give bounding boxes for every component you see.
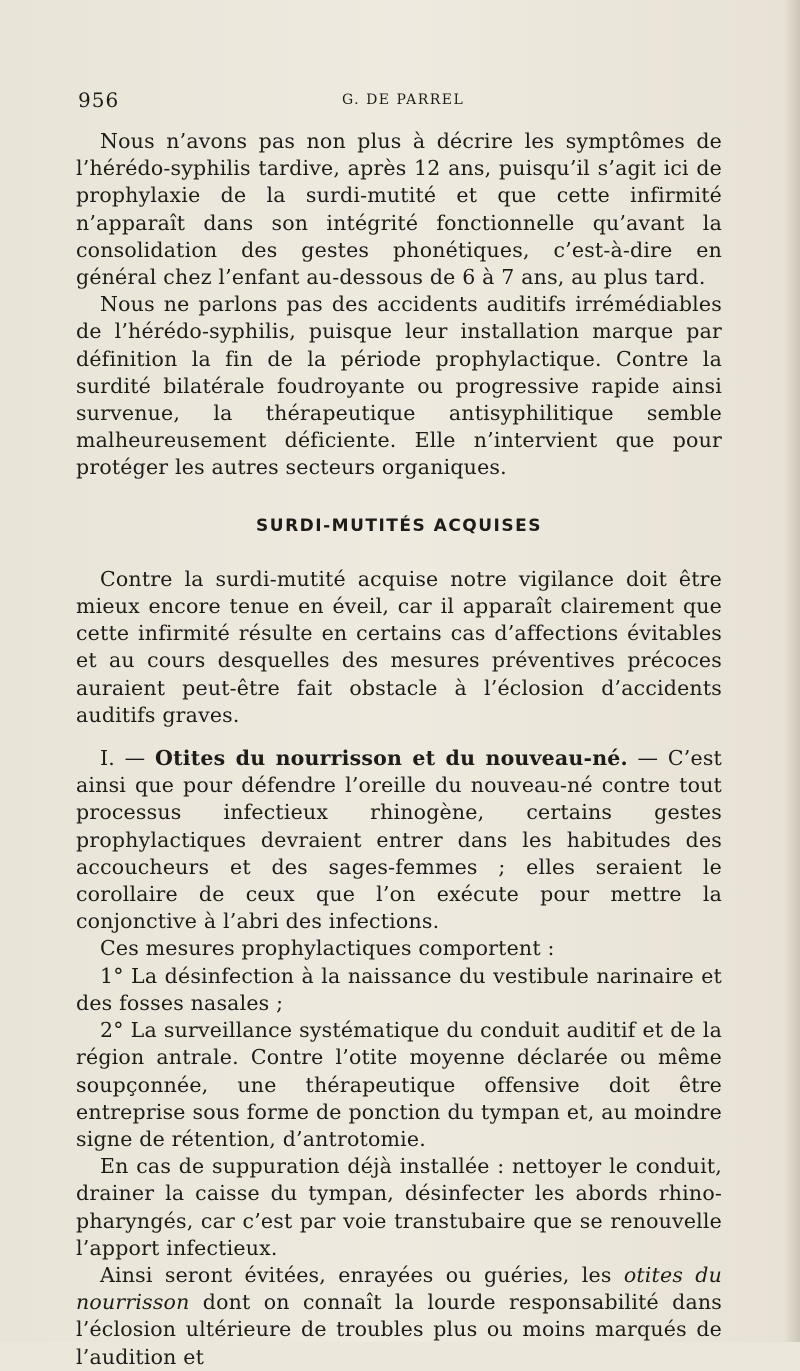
page-number: 956 <box>78 88 120 112</box>
paragraph-9-italic: otites du nourrisson <box>76 1262 723 1315</box>
paragraph-spacer <box>76 729 722 745</box>
paragraph-6: 1° La désinfection à la naissance du vestibule narinaire et des fosses nasales ; <box>76 963 722 1015</box>
paragraph-4 <box>76 745 722 935</box>
paragraph-9-end: dont on connaît la lourde responsabilité dans l’éclosion ultérieure de troubles plus ou moins marqués de l’audition et <box>76 1290 722 1369</box>
page-header <box>78 88 718 118</box>
paragraph-7: 2° La surveillance systématique du conduit auditif et de la région antrale. Contre l’otite moyenne déclarée ou même soupçonnée, une thérapeutique offensive doit être entreprise sous forme de ponction du tympan et, au moindre signe de rétention, d’antrotomie. <box>76 1018 722 1151</box>
subsection-title: Otites du nourrisson et du nouveau-né. <box>155 746 628 771</box>
paragraph-4-body: — C’est ainsi que pour défendre l’oreille du nouveau-né contre tout processus infectieux rhinogène, certains gestes prophylactiques devraient entrer dans les habitudes des accoucheurs et des sages-femmes ; elles seraient le corollaire de ceux que l’on exécute pour mettre la conjonctive à l’abri des infections. <box>76 746 722 934</box>
paragraph-1: Nous n’avons pas non plus à décrire les symptômes de l’hérédo-syphilis tardive, après 12 ans, puisqu’il s’agit ici de prophylaxie de la surdi-mutité et que cette infirmité n’apparaît dans son intégrité fonctionnelle qu’avant la consolidation des gestes phonétiques, c’est-à-dire en général chez l’enfant au-dessous de 6 à 7 ans, au plus tard. <box>76 129 722 290</box>
running-head: G. DE PARREL <box>342 92 465 108</box>
paragraph-9 <box>76 1262 722 1371</box>
body-text <box>76 128 722 1371</box>
page-edge-shadow <box>784 0 800 1342</box>
subsection-number: I. — <box>100 746 156 771</box>
paragraph-8: En cas de suppuration déjà installée : nettoyer le conduit, drainer la caisse du tympan, désinfecter les abords rhino-pharyngés, car c’est par voie transtubaire que se renouvelle l’apport infectieux. <box>76 1154 722 1260</box>
paragraph-9-start: Ainsi seront évitées, enrayées ou guéries, les <box>100 1262 624 1287</box>
paragraph-5: Ces mesures prophylactiques comportent : <box>100 936 555 961</box>
section-heading: SURDI-MUTITÉS ACQUISES <box>256 515 542 536</box>
paragraph-3: Contre la surdi-mutité acquise notre vigilance doit être mieux encore tenue en éveil, car il apparaît clairement que cette infirmité résulte en certains cas d’affections évitables et au cours desquelles des mesures préventives précoces auraient peut-être fait obstacle à l’éclosion d’accidents auditifs graves. <box>76 566 722 727</box>
paragraph-2: Nous ne parlons pas des accidents auditifs irrémédiables de l’hérédo-syphilis, puisque leur installation marque par définition la fin de la période prophylactique. Contre la surdité bilatérale foudroyante ou progressive rapide ainsi survenue, la thérapeutique antisyphilitique semble malheureusement déficiente. Elle n’intervient que pour protéger les autres secteurs organiques. <box>76 292 722 480</box>
